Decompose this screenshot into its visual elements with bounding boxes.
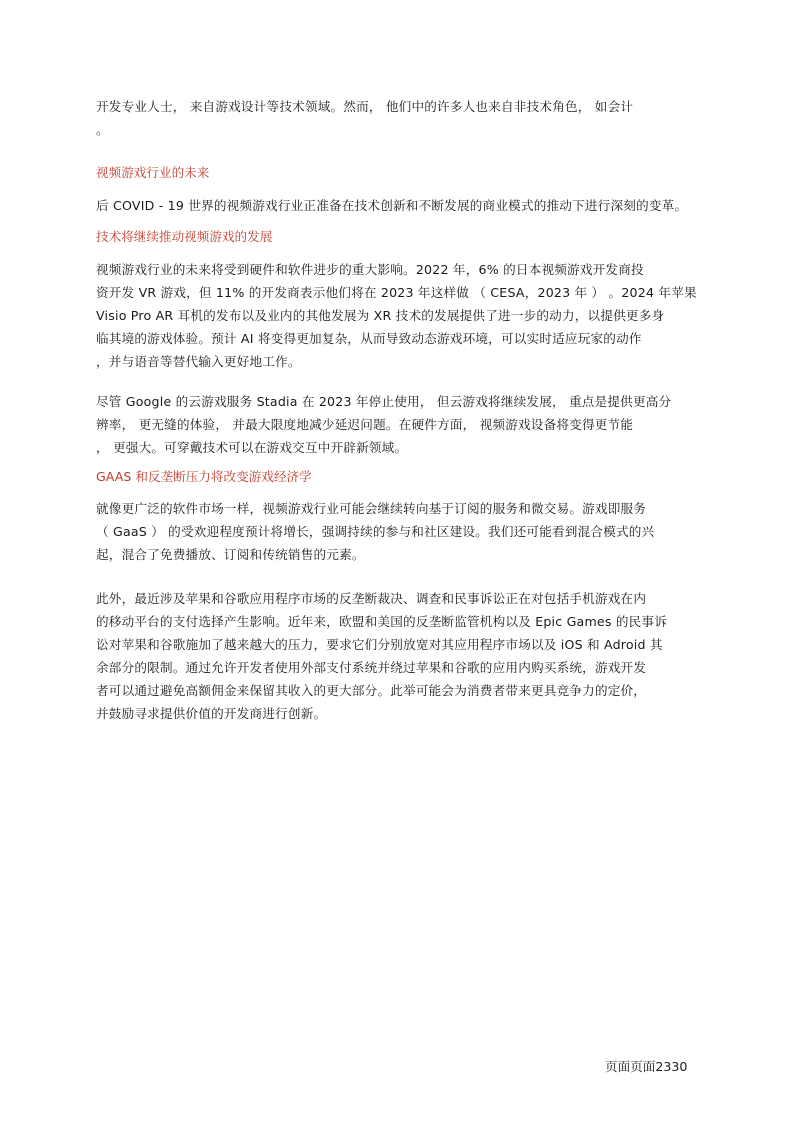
text-line: 就像更广泛的软件市场一样，视频游戏行业可能会继续转向基于订阅的服务和微交易。游戏即服务 <box>96 501 647 516</box>
text-line: Visio Pro AR 耳机的发布以及业内的其他发展为 XR 技术的发展提供了进一步的动力，以提供更多身 <box>96 308 665 323</box>
technology-paragraph-1 <box>96 258 736 373</box>
gaas-paragraph-1 <box>96 497 736 566</box>
text-line: 辨率， 更无缝的体验， 并最大限度地减少延迟问题。在硬件方面， 视频游戏设备将变得更节能 <box>96 417 634 432</box>
section-heading-gaas: GAAS 和反垄断压力将改变游戏经济学 <box>96 469 312 484</box>
gaas-paragraph-2 <box>96 587 736 725</box>
text-line: ，并与语音等替代输入更好地工作。 <box>96 354 301 369</box>
text-line: 讼对苹果和谷歌施加了越来越大的压力，要求它们分别放宽对其应用程序市场以及 iOS 和 Adroid 其 <box>96 637 663 652</box>
text-line: 者可以通过避免高额佣金来保留其收入的更大部分。此举可能会为消费者带来更具竞争力的定价， <box>96 683 647 698</box>
text-line: 视频游戏行业的未来将受到硬件和软件进步的重大影响。2022 年，6% 的日本视频游戏开发商投 <box>96 262 644 277</box>
text-line: 开发专业人士， 来自游戏设计等技术领域。然而， 他们中的许多人也来自非技术角色， 如会计 <box>96 99 634 114</box>
text-line: ， 更强大。可穿戴技术可以在游戏交互中开辟新领域。 <box>96 440 408 455</box>
text-line: 的移动平台的支付选择产生影响。近年来，欧盟和美国的反垄断监管机构以及 Epic Games 的民事诉 <box>96 614 667 629</box>
text-line: 此外，最近涉及苹果和谷歌应用程序市场的反垄断裁决、调查和民事诉讼正在对包括手机游戏在内 <box>96 591 647 606</box>
intro-paragraph <box>96 95 736 141</box>
text-line: （ GaaS ） 的受欢迎程度预计将增长，强调持续的参与和社区建设。我们还可能看到混合模式的兴 <box>96 524 655 539</box>
text-line: 后 COVID - 19 世界的视频游戏行业正准备在技术创新和不断发展的商业模式的推动下进行深刻的变革。 <box>96 198 688 213</box>
text-line: 余部分的限制。通过允许开发者使用外部支付系统并绕过苹果和谷歌的应用内购买系统，游戏开发 <box>96 660 647 675</box>
text-line: 临其境的游戏体验。预计 AI 将变得更加复杂，从而导致动态游戏环境，可以实时适应玩家的动作 <box>96 331 642 346</box>
text-line: 资开发 VR 游戏，但 11% 的开发商表示他们将在 2023 年这样做 （ CESA，2023 年 ） 。2024 年苹果 <box>96 285 697 300</box>
text-line: 并鼓励寻求提供价值的开发商进行创新。 <box>96 706 327 721</box>
section-heading-technology: 技术将继续推动视频游戏的发展 <box>96 229 273 244</box>
section-heading-future: 视频游戏行业的未来 <box>96 165 210 180</box>
text-line: 尽管 Google 的云游戏服务 Stadia 在 2023 年停止使用， 但云游戏将继续发展， 重点是提供更高分 <box>96 394 672 409</box>
text-line: 起，混合了免费播放、订阅和传统销售的元素。 <box>96 547 365 562</box>
technology-paragraph-2 <box>96 390 736 459</box>
page-number: 页面页面2330 <box>605 1059 688 1074</box>
section-future-paragraph <box>96 194 736 217</box>
text-line: 。 <box>96 122 109 137</box>
